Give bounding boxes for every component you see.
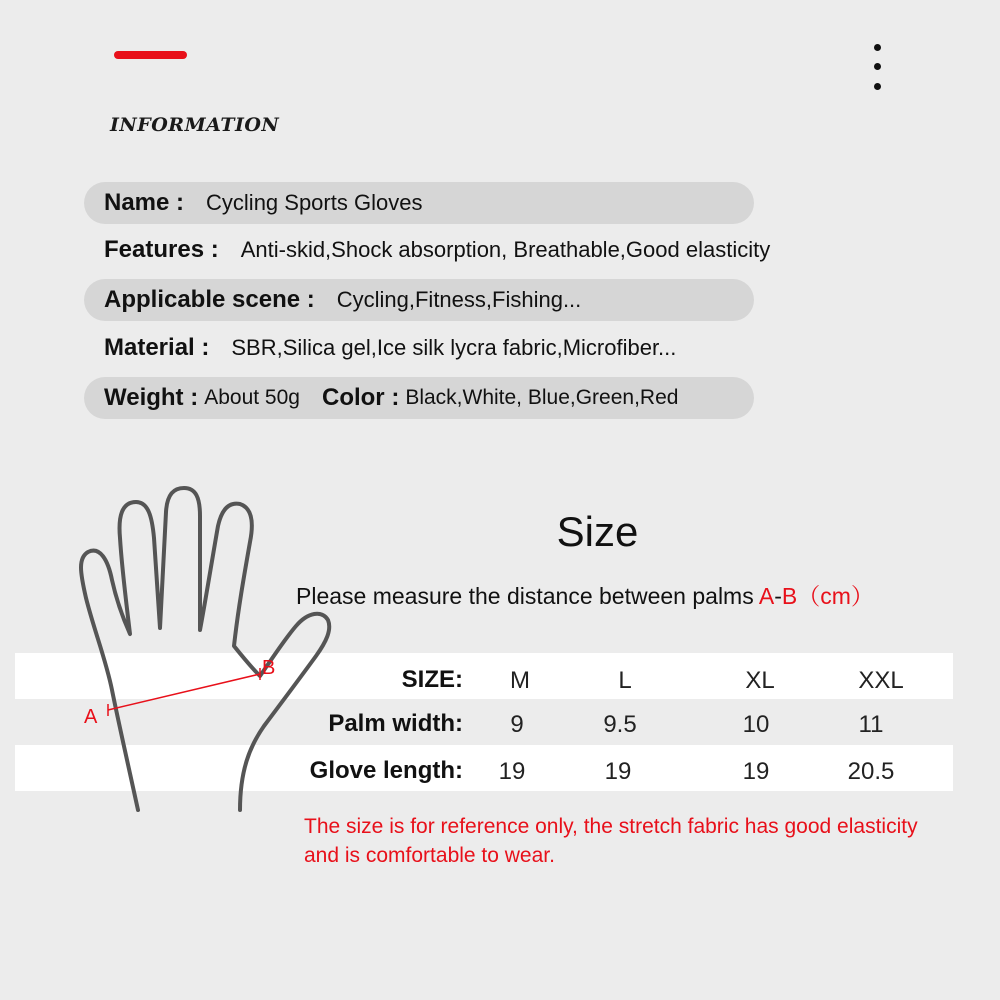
info-row-features (84, 229, 771, 271)
instruction-unit: （cm） (797, 583, 874, 609)
material-value: SBR,Silica gel,Ice silk lycra fabric,Microfiber... (231, 335, 677, 360)
scene-label: Applicable scene : (104, 286, 315, 313)
instruction-text: Please measure the distance between palms (296, 583, 759, 609)
instruction-point-a: A (758, 583, 775, 609)
palm-width-cell: 11 (858, 711, 884, 738)
point-a-label: A (84, 706, 98, 728)
palm-width-cell: 9.5 (603, 711, 637, 738)
palm-width-cell: 9 (510, 711, 524, 738)
glove-length-cell: 19 (498, 758, 526, 785)
size-cell: M (510, 667, 530, 694)
color-value: Black,White, Blue,Green,Red (405, 386, 679, 409)
name-value: Cycling Sports Gloves (206, 190, 423, 215)
material-label: Material : (104, 334, 210, 361)
info-row-weight-color (84, 377, 754, 419)
accent-bar (114, 51, 187, 59)
size-cell: XL (745, 667, 775, 694)
row-label: SIZE: (401, 666, 463, 693)
instruction-dash: - (774, 583, 782, 609)
size-table-row-size (0, 656, 1000, 702)
size-table-row-glove-length (0, 747, 1000, 793)
glove-length-cell: 19 (742, 758, 770, 785)
color-label: Color : (321, 384, 400, 411)
size-footnote: The size is for reference only, the stretch fabric has good elasticity and is comfortable to wear. (304, 815, 918, 867)
features-value: Anti-skid,Shock absorption, Breathable,Good elasticity (240, 237, 771, 262)
size-cell: XXL (858, 667, 904, 694)
more-vertical-icon[interactable] (870, 44, 886, 94)
info-row-material (84, 327, 754, 369)
weight-value: About 50g (204, 386, 300, 409)
section-title: INFORMATION (110, 114, 280, 136)
size-instruction (296, 578, 874, 611)
size-table-row-palm-width (0, 700, 1000, 746)
row-label: Palm width: (328, 710, 463, 737)
features-label: Features : (104, 236, 219, 263)
info-row-name (84, 182, 754, 224)
name-label: Name : (104, 189, 185, 216)
size-title: Size (556, 508, 639, 555)
glove-length-cell: 19 (604, 758, 632, 785)
palm-width-cell: 10 (742, 711, 770, 738)
point-b-label: B (262, 657, 276, 679)
scene-value: Cycling,Fitness,Fishing... (336, 287, 582, 312)
row-label: Glove length: (309, 757, 463, 784)
size-cell: L (618, 667, 632, 694)
instruction-point-b: B (781, 583, 798, 609)
info-row-scene (84, 279, 754, 321)
glove-length-cell: 20.5 (847, 758, 895, 785)
weight-label: Weight : (104, 384, 199, 411)
